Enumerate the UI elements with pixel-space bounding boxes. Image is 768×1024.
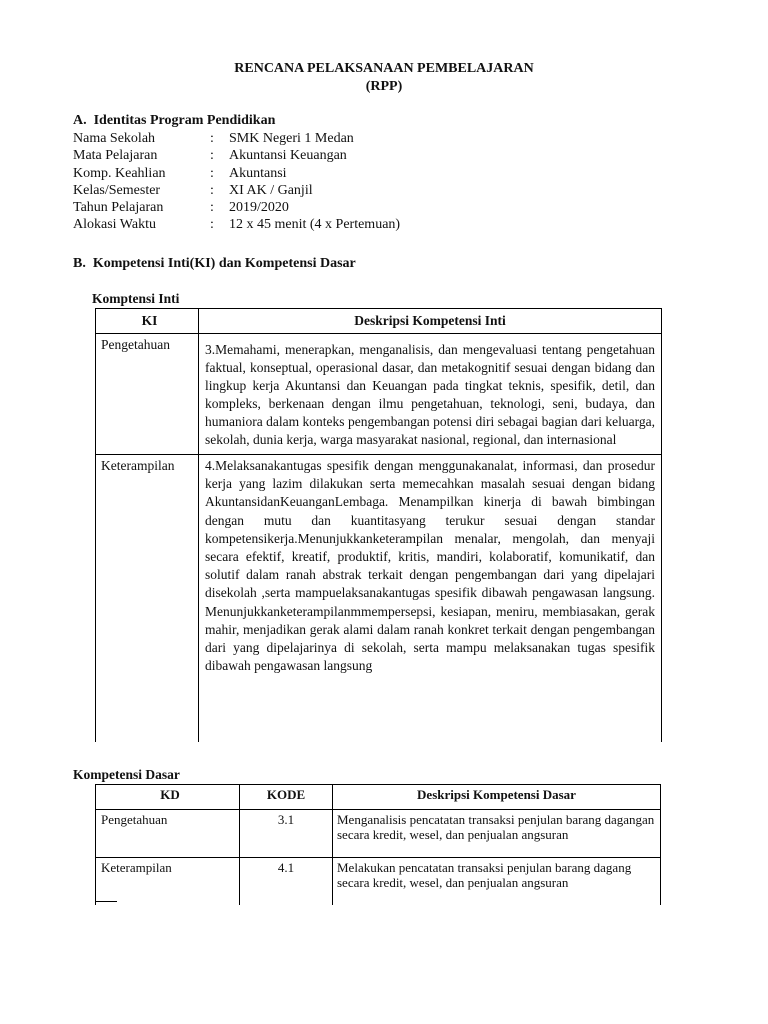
ki-description: 3.Memahami, menerapkan, menganalisis, dan mengevaluasi tentang pengetahuan faktual, konseptual, operasional dasar, dan metakognitif sesuai dengan bidang dan lingkup kerja Akuntansi dan Keuangan pada tingkat teknis, spesifik, detil, dan kompleks, berkenaan dengan ilmu pengetahuan, teknologi, seni, budaya, dan humaniora dalam konteks pengembangan potensi diri sebagai bagian dari keluarga, sekolah, dunia kerja, warga masyarakat nasional, regional, dan internasional [199,334,662,455]
kd-description: Menganalisis pencatatan transaksi penjulan barang dagangan secara kredit, wesel, dan penjualan angsuran [333,810,661,858]
ki-table-header-row [96,309,662,334]
identity-list [73,130,673,234]
document-subtitle: (RPP) [365,79,403,94]
identity-label: Tahun Pelajaran [73,200,164,216]
kd-table-label: Kompetensi Dasar [73,767,180,782]
ki-table-label: Komptensi Inti [92,291,180,306]
identity-row [73,199,673,216]
identity-value: SMK Negeri 1 Medan [229,131,354,146]
identity-value: Akuntansi [229,165,287,181]
kd-category: Keterampilan [96,858,240,906]
kd-code: 4.1 [240,858,333,906]
identity-value: 2019/2020 [229,200,289,216]
kd-desc-header: Deskripsi Kompetensi Dasar [333,785,661,810]
identity-value: 12 x 45 menit (4 x Pertemuan) [229,217,401,233]
identity-row [73,216,673,233]
identity-label: Kelas/Semester [73,182,161,198]
identity-colon: : [210,217,214,233]
kd-table-header-row [96,785,661,810]
table-row [96,858,661,906]
identity-value: XI AK / Ganjil [229,182,313,198]
ki-description: 4.Melaksanakantugas spesifik dengan menggunakanalat, informasi, dan prosedur kerja yang lazim dilakukan serta memecahkan masalah sesuai dengan bidang AkuntansidanKeuanganLembaga. Menampilkan kinerja di bawah bimbingan dengan mutu dan kuantitasyang terukur sesuai dengan standar kompetensikerja.Menunjukkanketerampilan menalar, mengolah, dan menyaji secara efektif, kreatif, produktif, kritis, mandiri, kolaboratif, komunikatif, dan solutif dalam ranah abstrak terkait dengan pengembangan dari yang dipelajari disekolah ,serta mampuelaksanakantugas spesifik dibawah pengawasan langsung. Menunjukkanketerampilanmmempersepsi, kesiapan, meniru, membiasakan, gerak mahir, menjadikan gerak alami dalam ranah konkret terkait dengan pengembangan dari yang dipelajarinya di sekolah, serta mampu melaksanakan tugas spesifik dibawah pengawasan langsung [199,455,662,743]
table-bottom-rule [95,901,117,902]
identity-row [73,165,673,182]
identity-label: Komp. Keahlian [73,165,166,181]
ki-category: Pengetahuan [96,334,199,455]
identity-label: Alokasi Waktu [73,217,156,233]
document-title: RENCANA PELAKSANAAN PEMBELAJARAN [234,61,534,76]
identity-label: Mata Pelajaran [73,148,158,164]
identity-value: Akuntansi Keuangan [229,148,347,164]
ki-table [95,308,662,742]
table-row [96,334,662,455]
ki-category: Keterampilan [96,455,199,743]
identity-colon: : [210,200,214,216]
kd-description: Melakukan pencatatan transaksi penjulan barang dagang secara kredit, wesel, dan penjualan angsuran [333,858,661,906]
table-row [96,455,662,743]
identity-row [73,130,673,147]
identity-colon: : [210,165,214,181]
ki-desc-header: Deskripsi Kompetensi Inti [199,309,662,334]
kd-header: KD [96,785,240,810]
kd-category: Pengetahuan [96,810,240,858]
identity-colon: : [210,148,214,164]
kode-header: KODE [240,785,333,810]
identity-row [73,147,673,164]
section-a-heading: A. Identitas Program Pendidikan [73,113,276,128]
identity-colon: : [210,182,214,198]
section-b-heading: B. Kompetensi Inti(KI) dan Kompetensi Dasar [73,256,356,271]
ki-header: KI [96,309,199,334]
identity-row [73,182,673,199]
table-row [96,810,661,858]
identity-colon: : [210,131,214,146]
kd-code: 3.1 [240,810,333,858]
kd-table [95,784,661,905]
identity-label: Nama Sekolah [73,131,156,146]
